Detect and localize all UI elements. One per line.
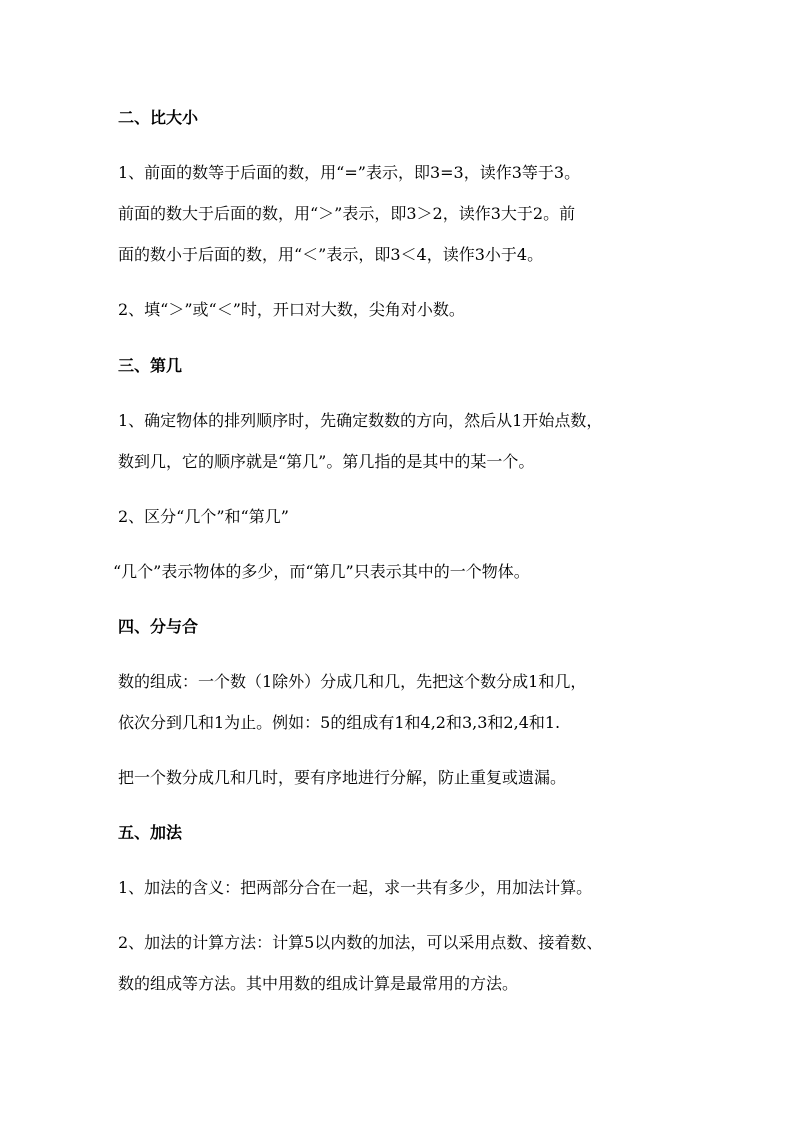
paragraph-line: 1、加法的含义：把两部分合在一起，求一共有多少，用加法计算。 bbox=[118, 878, 593, 897]
paragraph-line: 2、加法的计算方法：计算5以内数的加法，可以采用点数、接着数、 bbox=[118, 933, 603, 952]
paragraph-line: 1、前面的数等于后面的数，用“=”表示，即3=3，读作3等于3。 bbox=[118, 163, 581, 182]
paragraph-line: 2、填“＞”或“＜”时，开口对大数，尖角对小数。 bbox=[118, 300, 465, 319]
paragraph-line: “几个”表示物体的多少，而“第几”只表示其中的一个物体。 bbox=[113, 562, 530, 581]
paragraph-line: 依次分到几和1为止。例如：5的组成有1和4,2和3,3和2,4和1. bbox=[118, 713, 561, 732]
paragraph-line: 数的组成等方法。其中用数的组成计算是最常用的方法。 bbox=[118, 974, 519, 993]
paragraph-line: 前面的数大于后面的数，用“＞”表示，即3＞2，读作3大于2。前 bbox=[118, 204, 576, 223]
paragraph-line: 面的数小于后面的数，用“＜”表示，即3＜4，读作3小于4。 bbox=[118, 245, 544, 264]
paragraph-line: 1、确定物体的排列顺序时，先确定数数的方向，然后从1开始点数， bbox=[118, 411, 603, 430]
paragraph-line: 2、区分“几个”和“第几” bbox=[118, 507, 289, 526]
section-heading-composition: 四、分与合 bbox=[118, 617, 199, 636]
section-heading-compare: 二、比大小 bbox=[118, 108, 199, 127]
section-heading-addition: 五、加法 bbox=[118, 823, 183, 842]
section-heading-ordinal: 三、第几 bbox=[118, 356, 183, 375]
paragraph-line: 把一个数分成几和几时，要有序地进行分解，防止重复或遗漏。 bbox=[118, 768, 567, 787]
paragraph-line: 数到几，它的顺序就是“第几”。第几指的是其中的某一个。 bbox=[118, 452, 535, 471]
paragraph-line: 数的组成：一个数（1除外）分成几和几，先把这个数分成1和几， bbox=[118, 672, 587, 691]
